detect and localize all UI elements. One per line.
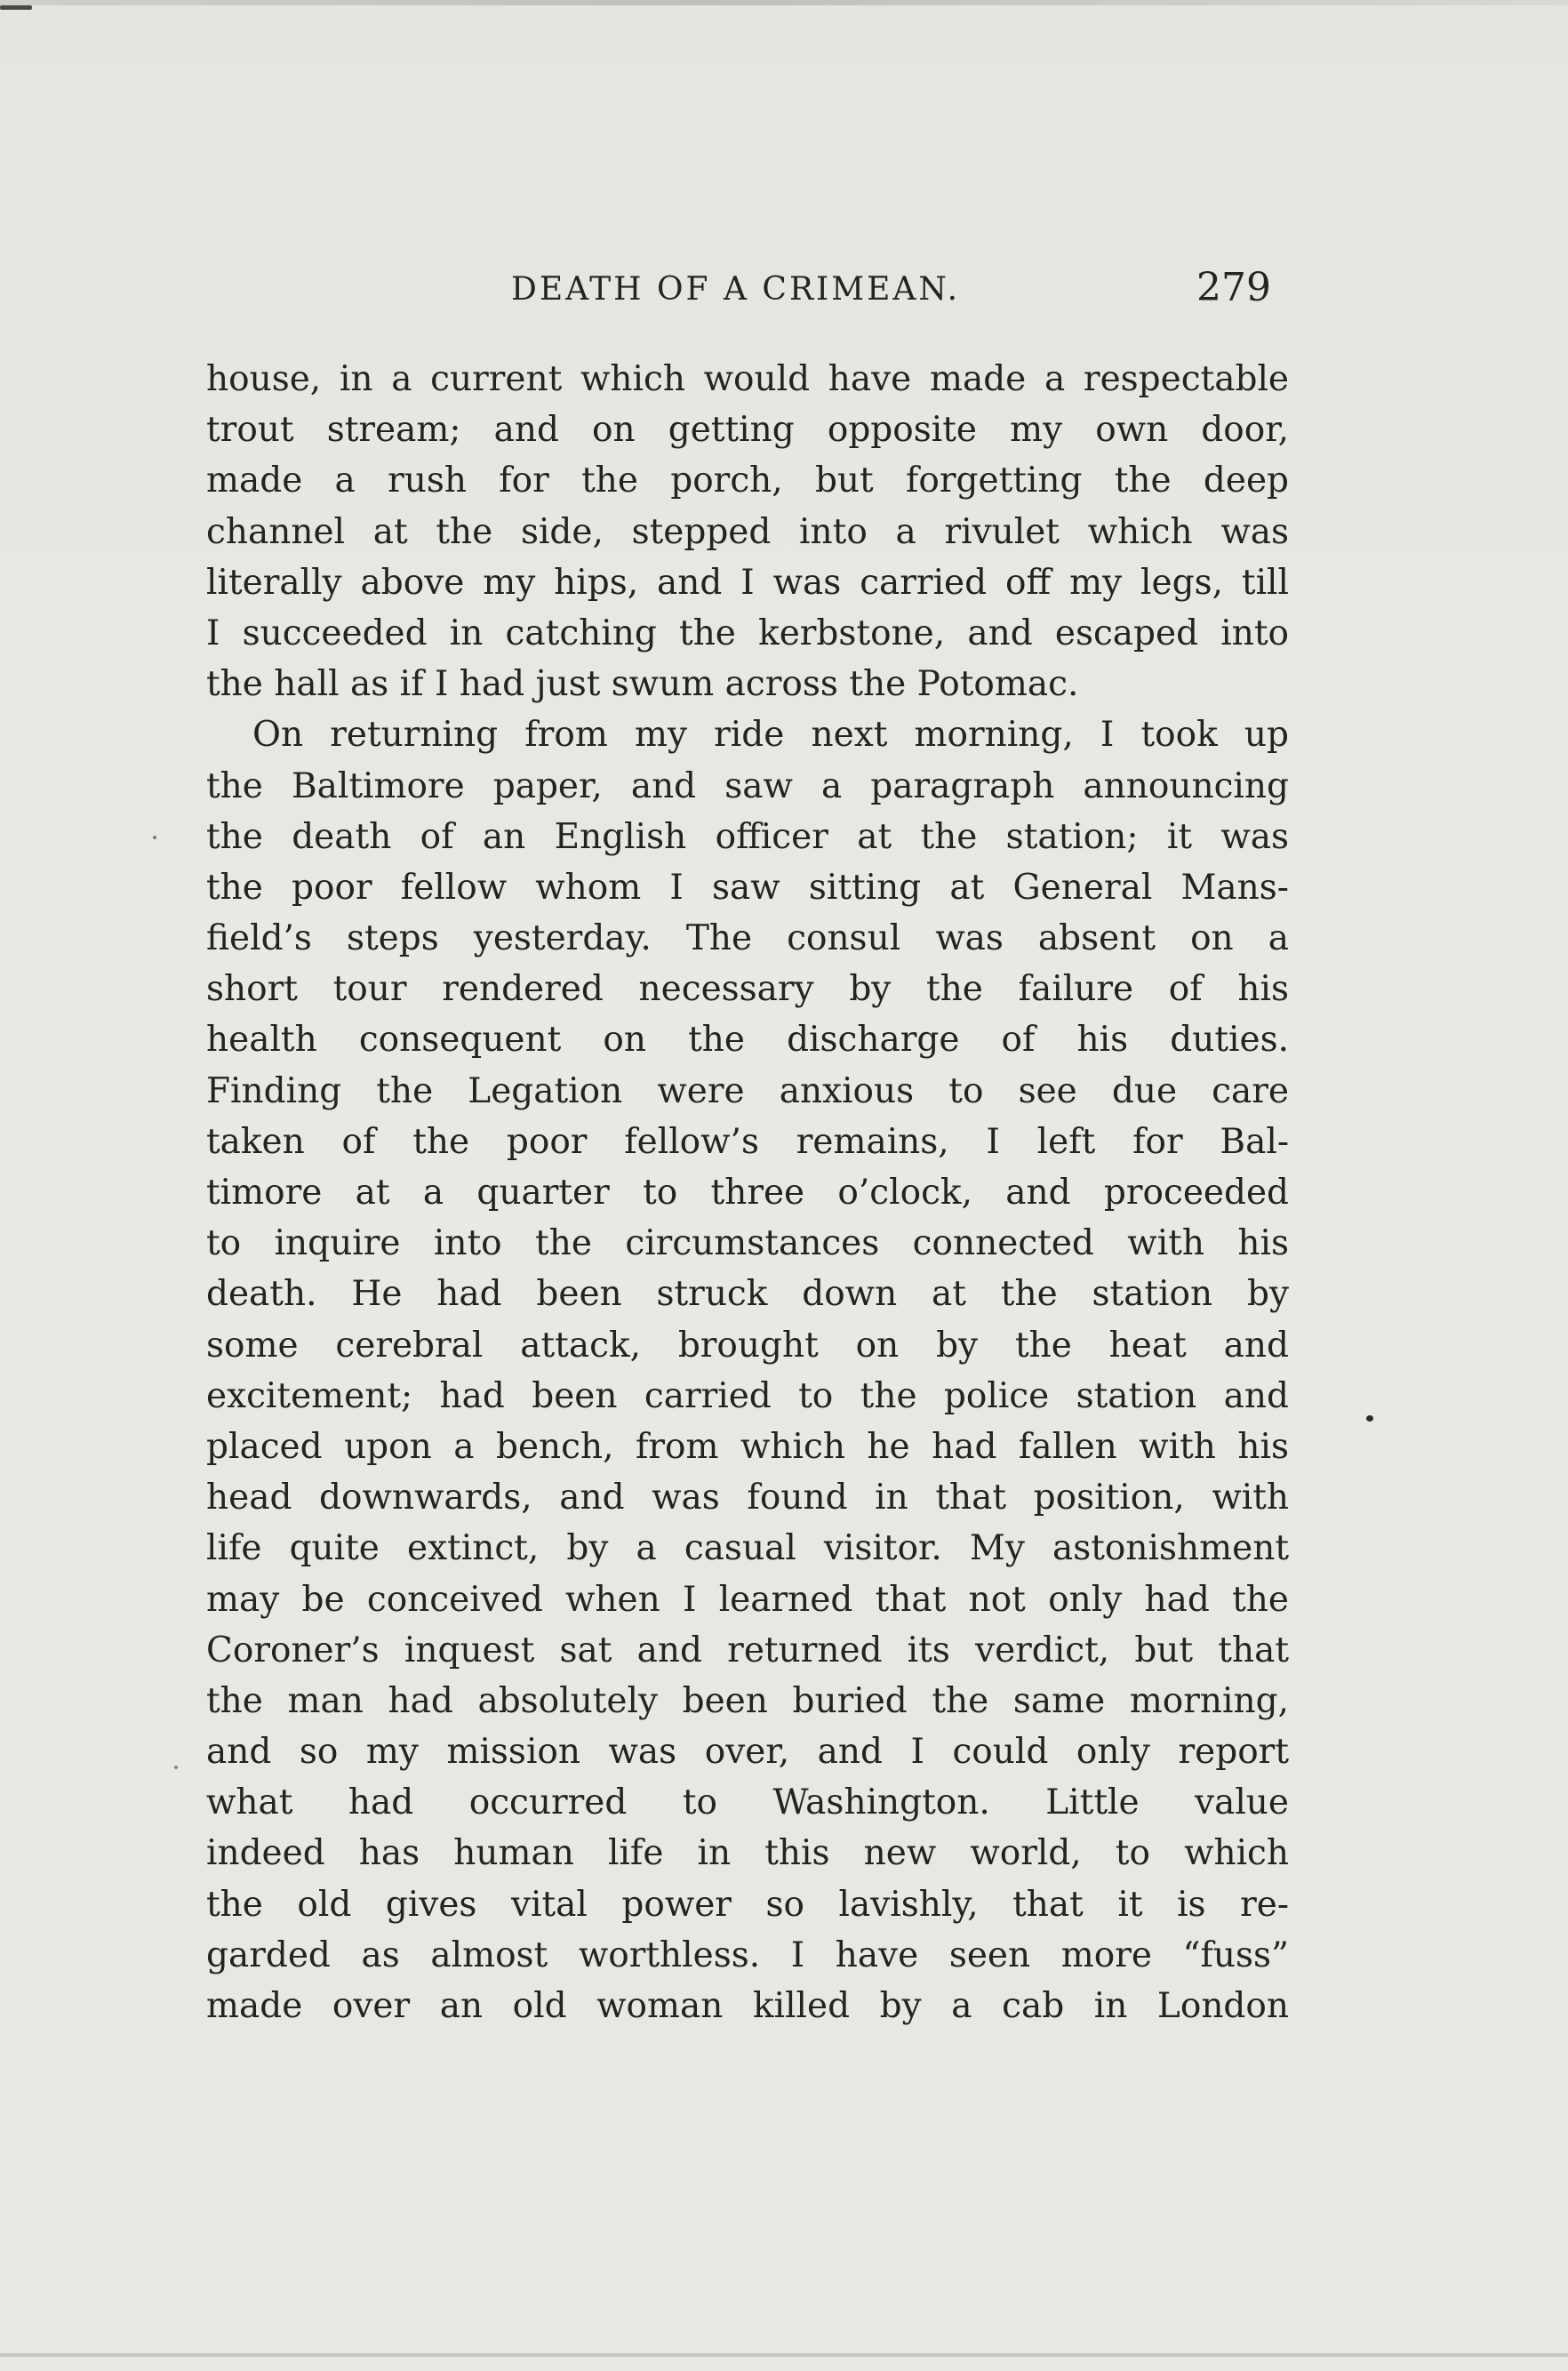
text-line: the Baltimore paper, and saw a paragraph announcing (206, 765, 1289, 806)
paragraph-first-line: On returning from my ride next morning, I took up (252, 715, 1289, 756)
text-line: death. He had been struck down at the station by (206, 1274, 1289, 1315)
text-line: channel at the side, stepped into a rivulet which was (206, 511, 1289, 552)
page-bottom-edge (0, 2353, 1568, 2357)
text-line: house, in a current which would have made a respectable (206, 359, 1289, 399)
text-line: life quite extinct, by a casual visitor. My astonishment (206, 1528, 1289, 1569)
text-line: what had occurred to Washington. Little value (206, 1782, 1289, 1823)
ink-mark (0, 5, 32, 10)
text-line: excitement; had been carried to the police station and (206, 1375, 1289, 1416)
text-line: and so my mission was over, and I could only report (206, 1732, 1289, 1773)
ink-speck (1366, 1415, 1373, 1422)
text-line: trout stream; and on getting opposite my own door, (206, 410, 1289, 451)
page-number: 279 (1196, 265, 1271, 310)
text-line: short tour rendered necessary by the failure of his (206, 969, 1289, 1010)
ink-speck (153, 836, 156, 839)
text-line: made a rush for the porch, but forgetting the deep (206, 461, 1289, 501)
text-line: I succeeded in catching the kerbstone, and escaped into (206, 613, 1289, 653)
text-line: head downwards, and was found in that position, with (206, 1478, 1289, 1518)
text-line: timore at a quarter to three o’clock, and proceeded (206, 1173, 1289, 1213)
page-top-edge (0, 0, 1568, 5)
text-line: the man had absolutely been buried the same morning, (206, 1680, 1289, 1721)
text-line: may be conceived when I learned that not only had the (206, 1579, 1289, 1620)
text-line: taken of the poor fellow’s remains, I left for Bal- (206, 1121, 1289, 1162)
text-line: the old gives vital power so lavishly, that it is re- (206, 1884, 1289, 1925)
text-line: Finding the Legation were anxious to see due care (206, 1070, 1289, 1111)
text-line: to inquire into the circumstances connected with his (206, 1223, 1289, 1264)
running-header-title: DEATH OF A CRIMEAN. (511, 271, 961, 308)
text-line: some cerebral attack, brought on by the heat and (206, 1325, 1289, 1366)
text-line: the death of an English officer at the station; it was (206, 816, 1289, 857)
ink-speck (174, 1766, 178, 1769)
text-line: the hall as if I had just swum across the Potomac. (206, 664, 1079, 705)
text-line: placed upon a bench, from which he had fallen with his (206, 1426, 1289, 1467)
body-text (206, 354, 1289, 2031)
text-line: field’s steps yesterday. The consul was absent on a (206, 918, 1289, 959)
text-line: garded as almost worthless. I have seen more “fuss” (206, 1934, 1289, 1975)
text-line: made over an old woman killed by a cab in London (206, 1986, 1289, 2026)
text-line: health consequent on the discharge of his duties. (206, 1020, 1289, 1061)
text-line: Coroner’s inquest sat and returned its verdict, but that (206, 1630, 1289, 1670)
text-line: the poor fellow whom I saw sitting at General Mans- (206, 867, 1289, 908)
text-line: indeed has human life in this new world, to which (206, 1833, 1289, 1874)
text-line: literally above my hips, and I was carried off my legs, till (206, 562, 1289, 603)
